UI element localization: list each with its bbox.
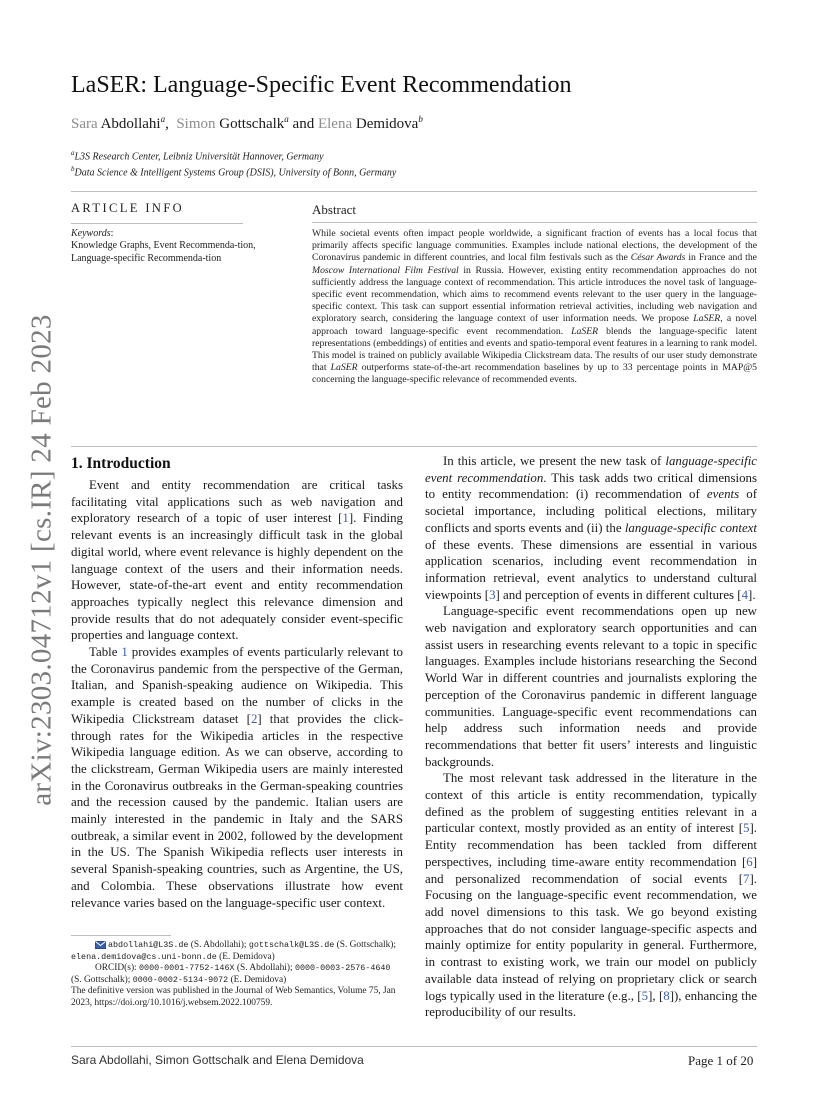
abstract-text: While societal events often impact people worldwide, a significant fraction of events has a local focus that primarily affects specific language communities. Examples include national elections, the development of the Coronavirus pandemic in different countries, and local film festivals such as the César Awards in France and the Moscow International Film Festival in Russia. However, existing entity recommendation approaches do not sufficiently address the language context of recommendation. This article introduces the novel task of language-specific event recommendation, which aims to recommend events relevant to the user query in the language-specific context. This task can support essential information retrieval activities, including web navigation and exploratory search, considering the language context of user information needs. We propose LaSER, a novel approach toward language-specific event recommendation. LaSER blends the language-specific latent representations (embeddings) of entities and events and spatio-temporal event features in a learning to rank model. This model is trained on publicly available Wikipedia Clickstream data. The results of our user study demonstrate that LaSER outperforms state-of-the-art recommendation baselines by up to 33 percentage points in MAP@5 concerning the language-specific relevance of recommended events. xyxy=(312,228,757,386)
footnote: abdollahi@L3S.de (S. Abdollahi); gottschalk@L3S.de (S. Gottschalk); elena.demidova@cs.uni-bonn.de (E. Demidova) ORCID(s): 0000-0001-7752-146X (S. Abdollahi); 0000-0003-2576-4640 (S. Gottschalk); 0000-0002-5134-9072 (E. Demidova) The definitive version was published in the Journal of Web Semantics, Volume 75, Jan 2023, https://doi.org/10.1016/j.websem.2022.100759. xyxy=(71,940,401,1010)
footnote-divider xyxy=(71,935,171,936)
author-last-name: Abdollahi xyxy=(100,116,161,132)
email-link[interactable]: elena.demidova@cs.uni-bonn.de xyxy=(71,951,217,962)
paragraph: Table 1 provides examples of events particularly relevant to the Coronavirus pandemic from the perspective of the German, Italian, and Spanish-speaking audience on Wikipedia. This example is created based on the number of clicks in the Wikipedia Clickstream dataset [2] that provides the click-through rates for the Wikipedia articles in the respective Wikipedia language edition. As we can observe, according to the clickstream, German Wikipedia users are mainly interested in the Coronavirus outbreaks in the German-speaking countries and the recession caused by the pandemic. Italian users are mainly interested in the pandemic in Italy and the SARS outbreak, a similar event in 2002, followed by the development in the US. The Spanish Wikipedia reflects user interests in several Spanish-speaking countries, such as Argentine, the US, and Colombia. These observations illustrate how event relevance varies based on the language-specific user context. xyxy=(71,645,404,910)
paragraph: Event and entity recommendation are critical tasks facilitating vital applications such as web navigation and exploratory research of a topic of user interest [1]. Finding relevant events is an increasingly difficult task in the global digital world, where event relevance is highly dependent on the language context of the users and their information needs. However, state-of-the-art event and entity recommendation approaches typically neglect this relevance dimension and provide results that do not adequately consider event-specific properties and language context. xyxy=(71,478,403,643)
citation-link[interactable]: 6 xyxy=(746,854,753,869)
abstract-bottom-divider xyxy=(71,446,757,447)
orcid-link[interactable]: 0000-0001-7752-146X xyxy=(139,963,235,974)
footer-divider xyxy=(71,1046,757,1047)
article-info-divider xyxy=(71,223,243,224)
keywords-text: Knowledge Graphs, Event Recommenda-tion, Language-specific Recommenda-tion xyxy=(71,240,256,264)
citation-link[interactable]: 5 xyxy=(743,821,750,836)
left-column-text xyxy=(71,477,403,911)
orcid-link[interactable]: 0000-0002-5134-9072 xyxy=(132,974,229,985)
paragraph: Language-specific event recommendations open up new web navigation and exploratory search opportunities and can assist users in researching events relevant to a topic in specific languages. Examples include historians researching the Second World War in different countries and journalists exploring the perception of the Coronavirus pandemic in different language communities. Language-specific event recommendations can help address such information needs and provide recommendations that better fit users’ interests and linguistic backgrounds. xyxy=(425,604,757,769)
page-number: Page 1 of 20 xyxy=(688,1053,754,1068)
citation-link[interactable]: 7 xyxy=(743,871,750,886)
paragraph: The most relevant task addressed in the literature in the context of this article is entity recommendation, typically defined as the problem of suggesting entities relevant in a particular context, mostly provided as an entity of interest [5]. Entity recommendation has been tackled from different perspectives, including time-aware entity recommendation [6] and personalized recommendation of social events [7]. Focusing on the language-specific event recommendation, we add novel dimensions to this task. We go beyond existing approaches that do not consider language-specific aspects and mainly optimize for entity popularity in general. Furthermore, in contrast to existing work, we train our model on publicly available data instead of relying on proprietary click or search logs typically used in the literature (e.g., [5], [8]), enhancing the reproducibility of our results. xyxy=(425,771,758,1020)
citation-link[interactable]: 8 xyxy=(663,988,670,1003)
citation-link[interactable]: 3 xyxy=(489,587,496,602)
author-first-name: Simon xyxy=(176,116,216,132)
author-affil-mark: a xyxy=(160,114,166,124)
author-and: and xyxy=(292,116,315,132)
email-link[interactable]: gottschalk@L3S.de xyxy=(248,940,335,950)
publication-note: The definitive version was published in the Journal of Web Semantics, Volume 75, Jan 2023, https://doi.org/10.1016/j.websem.2022.100759. xyxy=(71,986,396,1008)
header-divider xyxy=(71,191,757,192)
right-column-text xyxy=(425,453,757,1021)
author-first-name: Sara xyxy=(71,116,98,132)
keywords-label: Keywords xyxy=(71,228,111,239)
affiliation-a: $^a$L3S Research Center, Leibniz Universität Hannover, Germany xyxy=(71,149,324,163)
table-ref-link[interactable]: 1 xyxy=(121,645,128,660)
author-list: Sara Abdollahi$^a$, Simon Gottschalk$^a$ and Elena Demidova$^b$ xyxy=(71,114,423,132)
orcid-link[interactable]: 0000-0003-2576-4640 xyxy=(294,963,391,974)
author-first-name: Elena xyxy=(317,116,353,132)
arxiv-id: arXiv:2303.04712v1 [cs.IR] 24 Feb 2023 xyxy=(25,314,58,806)
section-heading: 1. Introduction xyxy=(71,455,171,472)
author-affil-mark: b xyxy=(418,114,423,124)
keywords-block: Keywords: Knowledge Graphs, Event Recommenda-tion, Language-specific Recommenda-tion xyxy=(71,228,256,264)
citation-link[interactable]: 1 xyxy=(342,511,349,526)
affiliation-b: $^b$Data Science & Intelligent Systems Group (DSIS), University of Bonn, Germany xyxy=(71,165,397,179)
citation-link[interactable]: 5 xyxy=(641,988,649,1003)
article-info-heading: ARTICLE INFO xyxy=(71,201,185,215)
abstract-divider xyxy=(312,222,757,223)
envelope-icon xyxy=(95,941,106,949)
abstract-heading: Abstract xyxy=(312,202,357,217)
paper-title: LaSER: Language-Specific Event Recommendation xyxy=(71,72,572,98)
footer-authors: Sara Abdollahi, Simon Gottschalk and Elena Demidova xyxy=(71,1053,364,1067)
citation-link[interactable]: 4 xyxy=(741,587,749,602)
paragraph: In this article, we present the new task of language-specific event recommendation. This task adds two critical dimensions to entity recommendation: (i) recommendation of events of societal importance, including political elections, military conflicts and sports events and (ii) the language-specific context of these events. These dimensions are essential in various application scenarios, including event recommendation in information retrieval, event analytics to understand cultural viewpoints [3] and perception of events in different cultures [4]. xyxy=(425,454,757,602)
citation-link[interactable]: 2 xyxy=(250,711,258,726)
arxiv-sidebar xyxy=(16,310,68,810)
author-affil-mark: a xyxy=(284,114,289,124)
author-last-name: Demidova xyxy=(355,116,419,132)
email-link[interactable]: abdollahi@L3S.de xyxy=(108,940,189,950)
author-last-name: Gottschalk xyxy=(219,116,285,132)
